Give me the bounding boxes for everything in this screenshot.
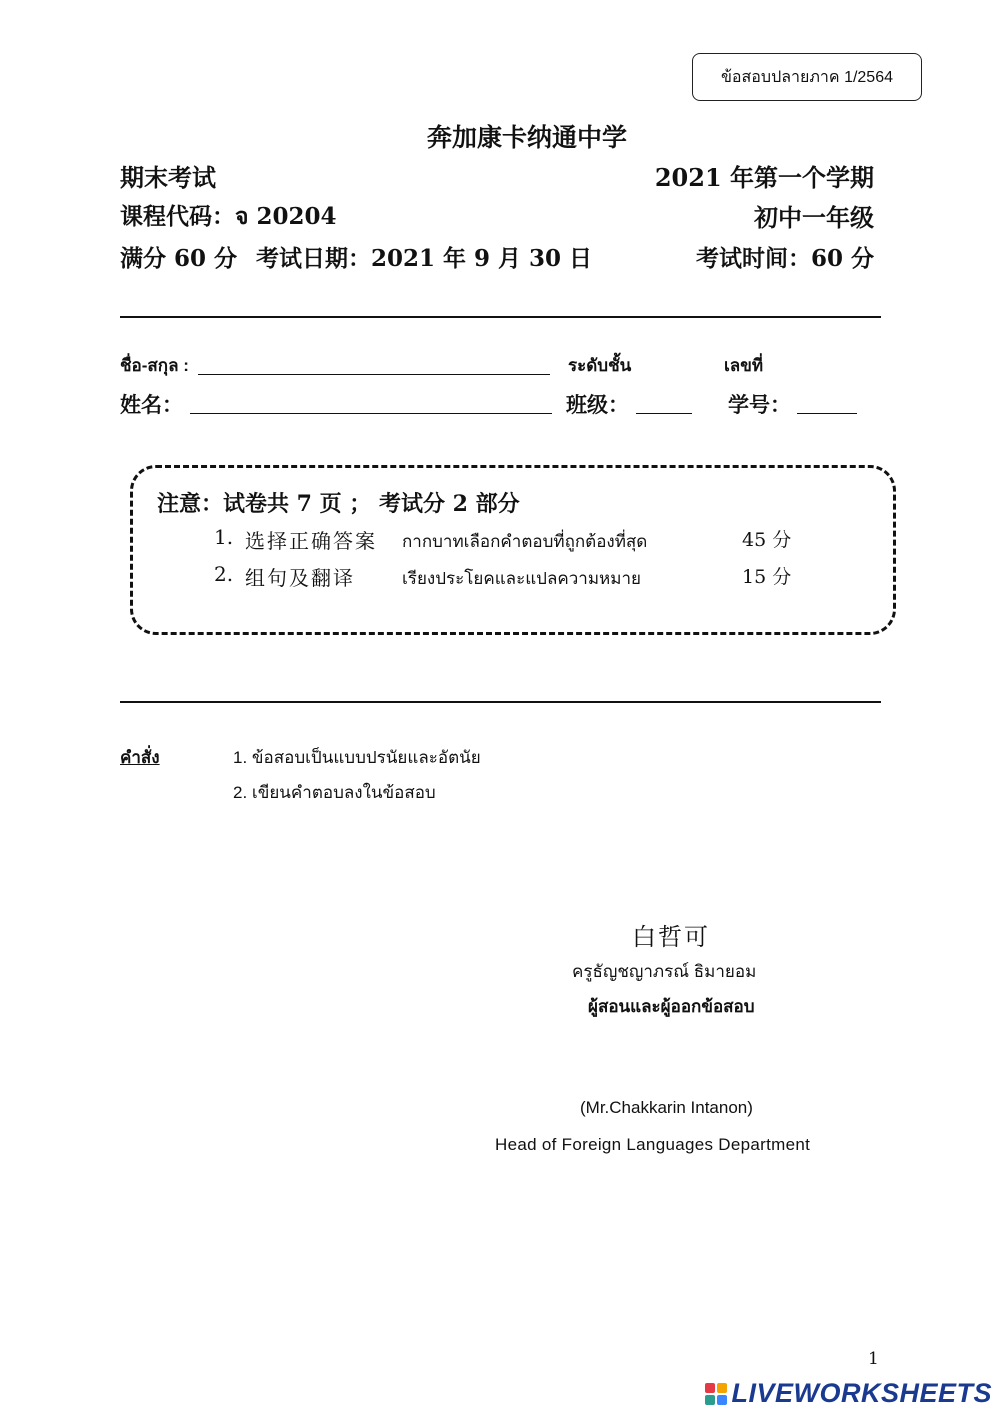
exam-type: 期末考试	[120, 163, 216, 192]
student-no-cn-label: 学号：	[728, 392, 791, 417]
instruction-item-1: 1. ข้อสอบเป็นแบบปรนัยและอัตนัย	[233, 748, 481, 767]
name-thai-label: ชื่อ-สกุล :	[120, 356, 189, 375]
exam-badge	[692, 53, 922, 101]
part-1-score: 45 分	[742, 529, 792, 551]
school-name: 奔加康卡纳通中学	[426, 123, 627, 152]
semester: 2021 年第一个学期	[654, 163, 874, 192]
part-1-number: 1.	[214, 525, 234, 549]
exam-date: 考试日期：2021 年 9 月 30 日	[256, 245, 593, 272]
liveworksheets-logo-text: LIVEWORKSHEETS	[731, 1378, 992, 1408]
course-code: 课程代码：จ 20204	[120, 203, 337, 230]
part-2-number: 2.	[214, 562, 234, 586]
head-en-name: (Mr.Chakkarin Intanon)	[580, 1098, 753, 1117]
name-cn-blank[interactable]	[190, 389, 552, 414]
signer-thai-name: ครูธัญชญาภรณ์ ธิมายอม	[572, 962, 757, 981]
name-thai-blank[interactable]	[198, 352, 550, 375]
notice-title: 注意：试卷共 7 页 ； 考试分 2 部分	[157, 491, 520, 517]
exam-badge-text: ข้อสอบปลายภาค 1/2564	[720, 68, 893, 86]
header-divider	[120, 316, 881, 318]
page-number: 1	[868, 1349, 879, 1369]
grade: 初中一年级	[754, 203, 874, 232]
part-2-th: เรียงประโยคและแปลความหมาย	[402, 569, 641, 588]
student-no-blank[interactable]	[797, 389, 857, 414]
full-score: 满分 60 分	[120, 245, 238, 272]
part-2-cn: 组句及翻译	[245, 566, 355, 590]
liveworksheets-logo[interactable]	[705, 1378, 992, 1409]
liveworksheets-logo-icon	[705, 1383, 727, 1405]
level-thai-label: ระดับชั้น	[568, 356, 632, 375]
signer-thai-role: ผู้สอนและผู้ออกข้อสอบ	[588, 997, 755, 1016]
part-2-score: 15 分	[742, 566, 792, 588]
notice-divider	[120, 701, 881, 703]
signer-cn-name: 白哲可	[632, 923, 710, 951]
part-1-th: กากบาทเลือกคำตอบที่ถูกต้องที่สุด	[402, 532, 648, 551]
part-1-cn: 选择正确答案	[245, 529, 377, 553]
class-blank[interactable]	[636, 389, 692, 414]
number-thai-label: เลขที่	[724, 356, 764, 375]
exam-time: 考试时间：60 分	[695, 245, 874, 272]
instructions-label: คำสั่ง	[120, 748, 160, 767]
instruction-item-2: 2. เขียนคำตอบลงในข้อสอบ	[233, 783, 436, 802]
class-cn-label: 班级：	[566, 392, 629, 417]
name-cn-label: 姓名：	[120, 392, 183, 417]
head-en-role: Head of Foreign Languages Department	[495, 1135, 811, 1154]
